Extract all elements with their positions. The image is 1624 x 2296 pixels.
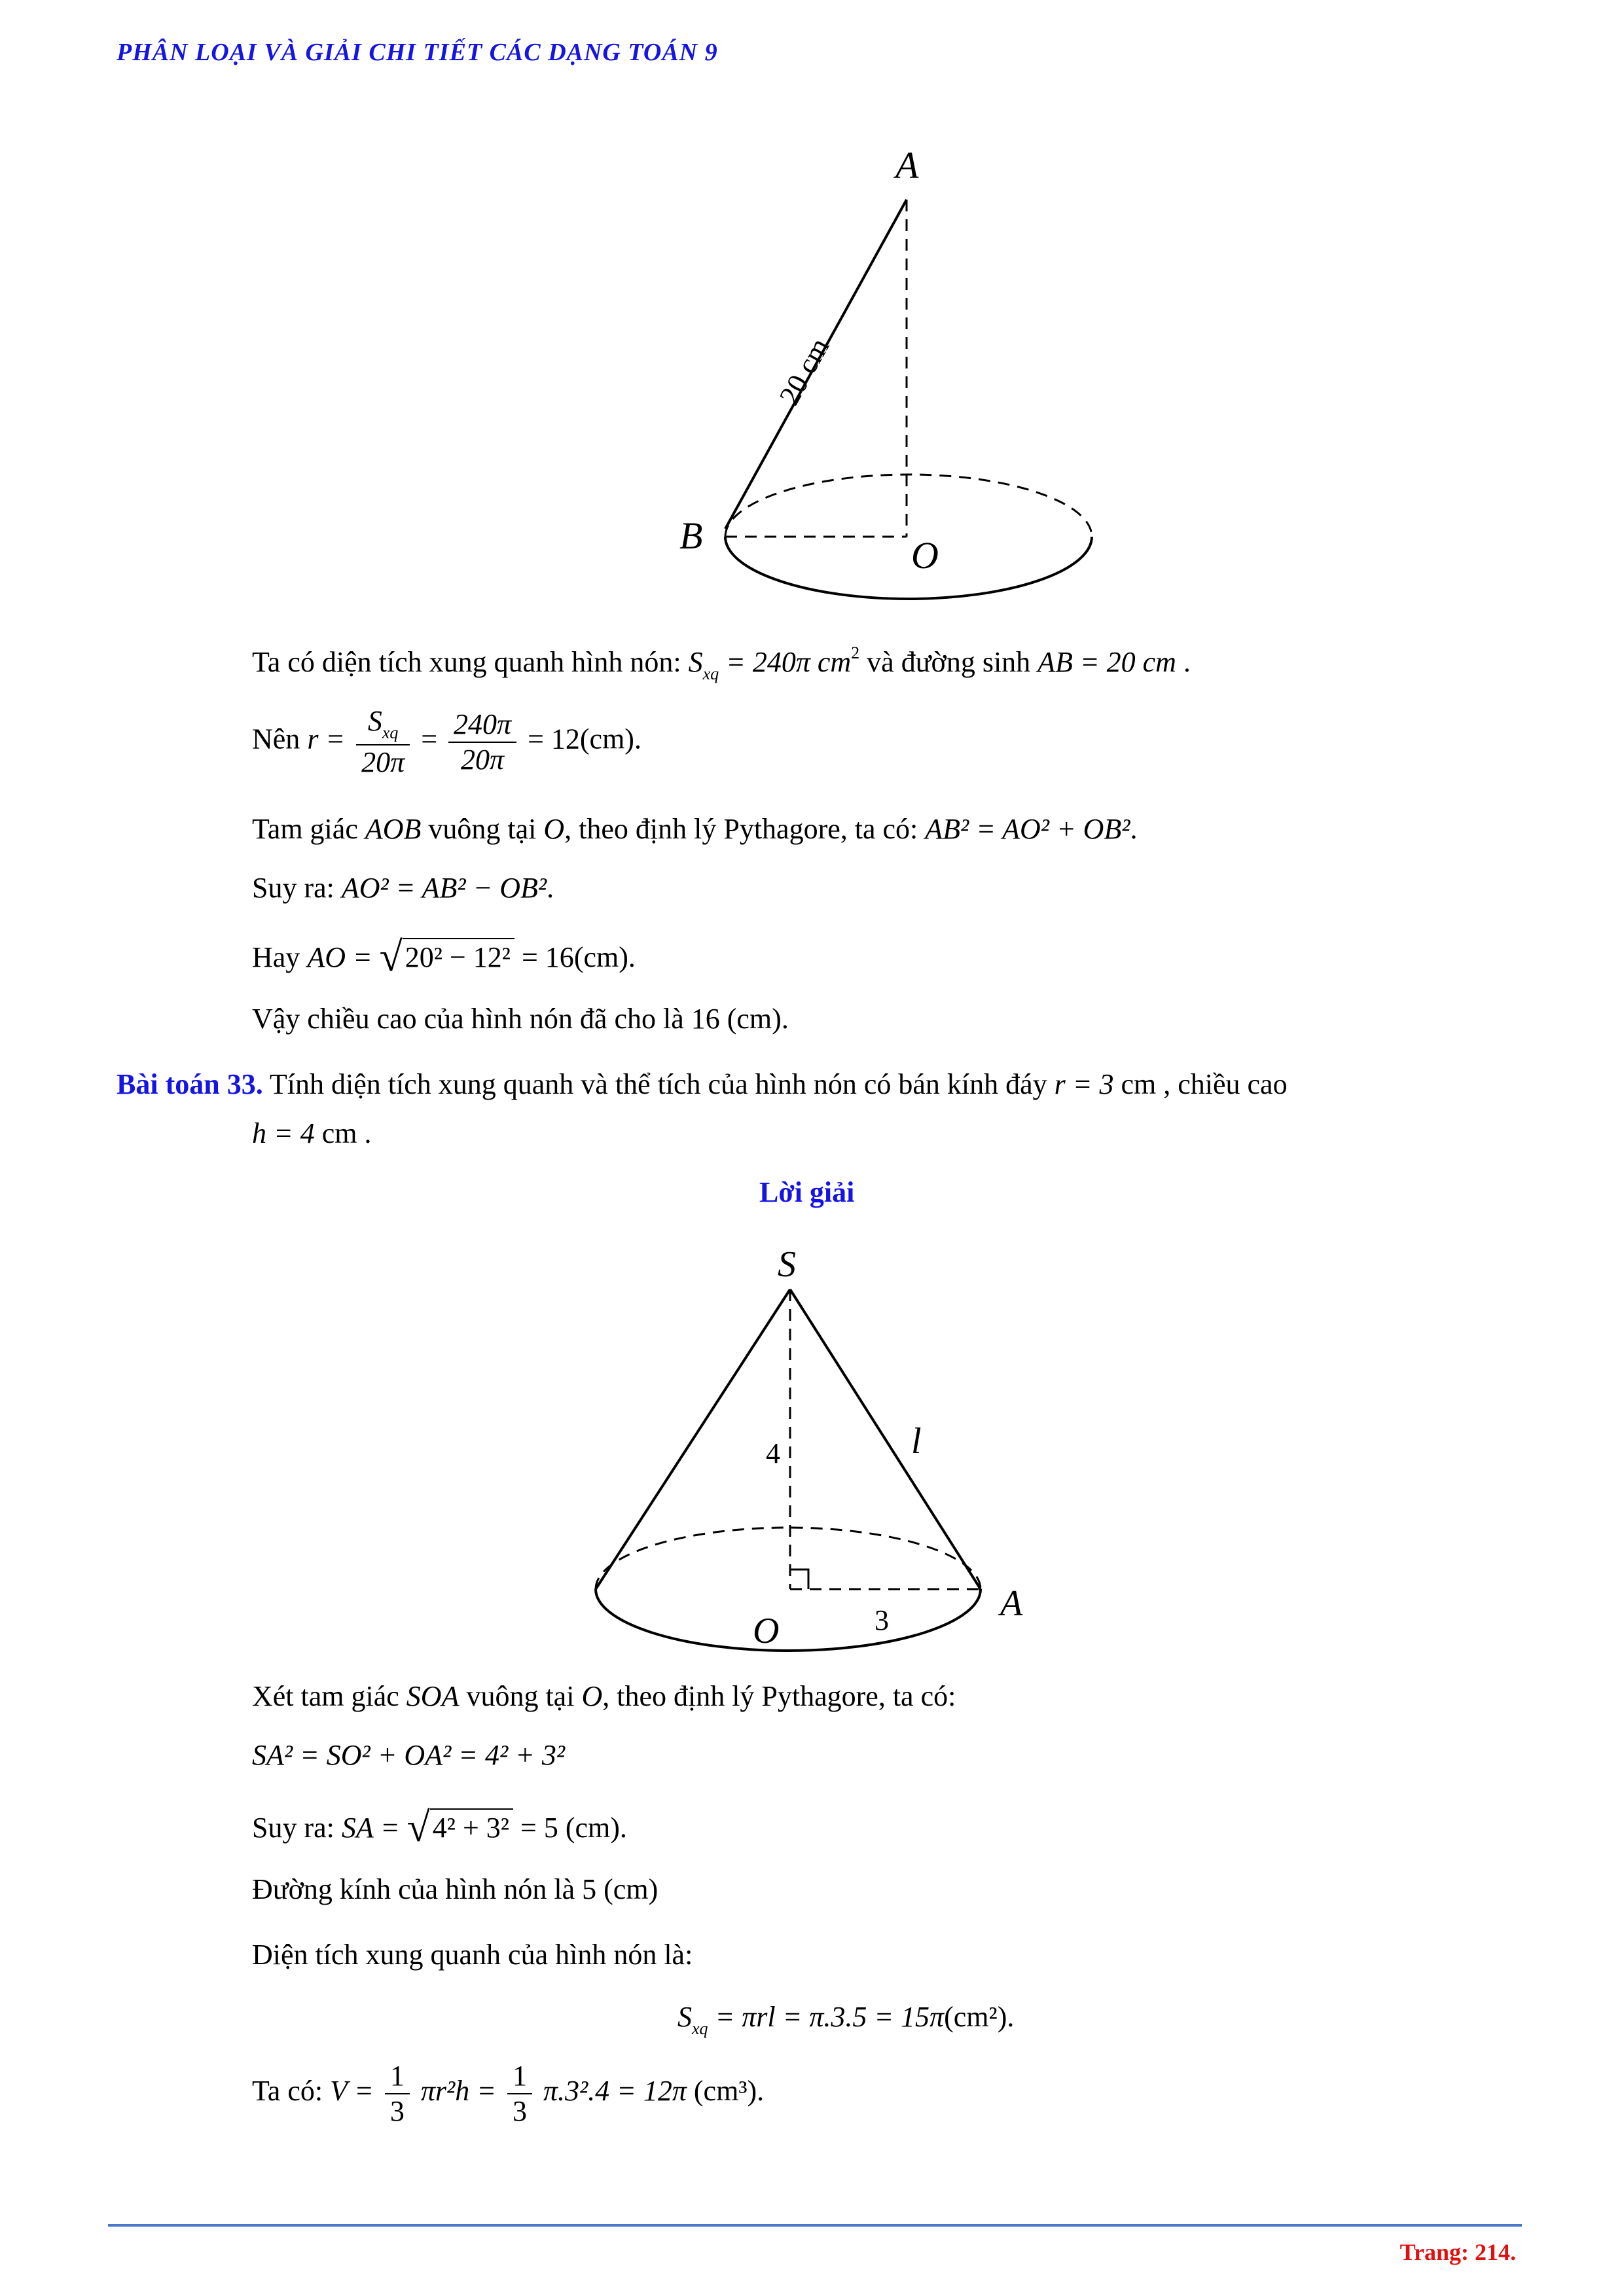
base-ellipse-front	[725, 537, 1092, 599]
label-o: O	[911, 534, 939, 577]
label-o-2: O	[753, 1611, 780, 1651]
sol1-line-6: Vậy chiều cao của hình nón đã cho là 16 (cm).	[252, 1003, 789, 1035]
label-3: 3	[875, 1604, 889, 1636]
fraction-one-third-b: $\frac{1}{3}$	[507, 2062, 532, 2126]
footer-divider	[108, 2224, 1522, 2227]
slant-label: 20 cm	[772, 332, 836, 410]
sol2-line-7: Ta có: V = $\frac{1}{3}$ πr²h = $\frac{1}{3}$ π.3².4 = 12π (cm³).	[252, 2060, 765, 2127]
label-l: l	[911, 1421, 922, 1462]
fraction-240pi-20pi: $\frac{240\pi}{20\pi}$	[448, 710, 516, 774]
generatrix-right-sa	[790, 1289, 981, 1589]
sol1-line-3: Tam giác AOB vuông tại O, theo định lý Pythagore, ta có: AB² = AO² + OB².	[252, 813, 1138, 845]
problem-33-line-1: Bài toán 33. Tính diện tích xung quanh và thể tích của hình nón có bán kính đáy r = 3 cm , chiều cao	[117, 1068, 1288, 1100]
right-angle-mark	[790, 1570, 808, 1589]
sol1-line-2: Nên r = $\frac{S_{xq}}{20\pi}$ = $\frac{240\pi}{20\pi}$ = 12(cm).	[252, 705, 641, 778]
generatrix-left	[596, 1289, 790, 1589]
sol1-line-4: Suy ra: AO² = AB² − OB².	[252, 872, 554, 904]
base-ellipse-front-2	[596, 1589, 981, 1651]
page-number: Trang: 214.	[1399, 2239, 1516, 2265]
sol2-line-6: $S_{xq} = \pi rl = \pi.3.5 = 15\pi(cm^2)$.	[677, 2001, 1015, 2038]
cone-figure-1	[655, 131, 1152, 615]
sol2-line-5: Diện tích xung quanh của hình nón là:	[252, 1939, 693, 1971]
label-a: A	[895, 144, 919, 187]
base-ellipse-back-2	[596, 1528, 981, 1589]
label-s: S	[778, 1244, 796, 1285]
sol2-line-2: SA² = SO² + OA² = 4² + 3²	[252, 1739, 566, 1771]
problem-33-title: Bài toán 33.	[117, 1068, 263, 1100]
sol2-line-1: Xét tam giác SOA vuông tại O, theo định lý Pythagore, ta có:	[252, 1680, 956, 1712]
label-b: B	[679, 514, 703, 557]
sol1-line-1: Ta có diện tích xung quanh hình nón: $S_{xq} = 240\pi$ $cm^2$ và đường sinh AB = 20 cm .	[252, 643, 1191, 683]
solution-heading: Lời giải	[759, 1176, 855, 1208]
fraction-sxq-20pi: $\frac{S_{xq}}{20\pi}$	[356, 707, 410, 777]
fraction-one-third-a: $\frac{1}{3}$	[385, 2062, 410, 2126]
label-a-2: A	[1000, 1583, 1023, 1624]
page-header: PHÂN LOẠI VÀ GIẢI CHI TIẾT CÁC DẠNG TOÁN 9	[117, 39, 718, 66]
cone-figure-2	[576, 1237, 1047, 1669]
sol1-line-5: Hay AO = √20² − 12² = 16(cm).	[252, 933, 636, 980]
base-ellipse-back	[725, 475, 1092, 537]
problem-33-line-2: h = 4 cm .	[252, 1117, 372, 1149]
label-4: 4	[766, 1437, 780, 1469]
sol2-line-4: Đường kính của hình nón là 5 (cm)	[252, 1873, 659, 1905]
sol2-line-3: Suy ra: SA = √4² + 3² = 5 (cm).	[252, 1804, 627, 1850]
